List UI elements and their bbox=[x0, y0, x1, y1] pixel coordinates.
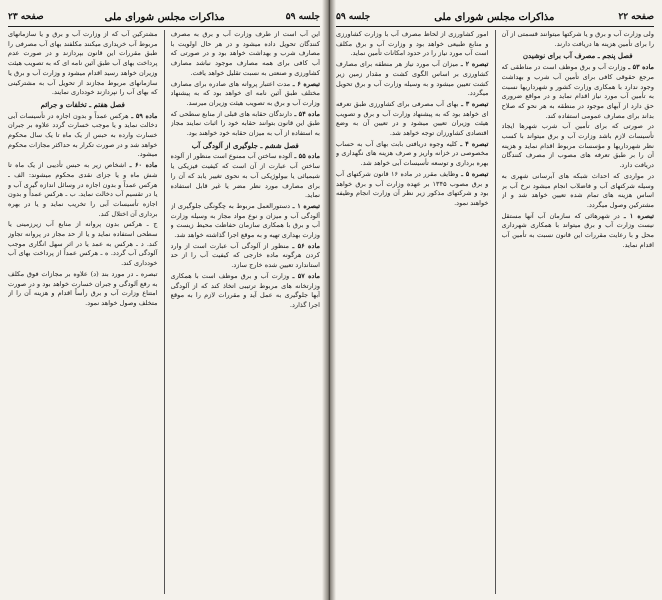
article-text: وظایف مقرر در ماده ۱۶ قانون شرکتهای آب و برق مصوب ۱۳۴۵ بر عهده وزارت آب و برق خواهد بود و شرکتهای مذکور زیر نظر آن وزارت انجام وظیفه خواهند نمود. bbox=[336, 169, 489, 207]
article-number: ماده ۶۰ ـ bbox=[126, 161, 158, 170]
left-page-title: مذاکرات مجلس شورای ملی bbox=[104, 11, 225, 23]
book-gutter bbox=[322, 0, 336, 600]
article-number: ماده ۵۶ ـ bbox=[289, 241, 320, 250]
article-paragraph bbox=[8, 112, 158, 161]
article-paragraph bbox=[336, 60, 489, 99]
article-text: ولی وزارت آب و برق و یا شرکتها میتوانند قسمتی از آن را برای تأمین هزینه ها دریافت دارند. bbox=[501, 30, 654, 48]
article-number: تبصره ۶ ـ bbox=[290, 79, 320, 88]
section-heading: فصل پنجم ـ مصرف آب برای نوشیدن bbox=[522, 51, 633, 61]
article-number: تبصره ۱ ـ bbox=[619, 211, 654, 220]
article-text: ج ـ هرکس بدون پروانه از منابع آب زیرزمینی یا سطحی استفاده نماید و یا از حد مجاز در پروانه تجاوز کند. د ـ هرکس به عمد یا در اثر سهل انگاری موجب آلودگی آب گردد. ه ـ هرکس عمداً از پرداخت بهای آب خودداری کند. bbox=[8, 220, 158, 268]
right-page bbox=[328, 0, 662, 600]
article-paragraph bbox=[336, 30, 489, 59]
article-number: تبصره ۴ ـ bbox=[457, 139, 489, 148]
article-text: این آب است از طرف وزارت آب و برق به مصرف کنندگان تحویل داده میشود و در هر حال اولویت با مصارف شرب و بهداشت خواهد بود و در صورتی که آب کافی برای همه مصارف موجود نباشد مصارف کشاورزی و صنعتی به نسبت تقلیل خواهد یافت. bbox=[170, 30, 320, 77]
article-paragraph bbox=[502, 212, 655, 251]
article-paragraph bbox=[171, 152, 321, 201]
article-text: آلوده ساختن آب ممنوع است منظور از آلوده ساختن آب عبارت از آن است که کیفیت فیزیکی یا شیمیائی یا بیولوژیکی آب به نحوی تغییر یابد که آن را برای مصارف مورد نظر مضر یا غیر قابل استفاده نماید. bbox=[170, 152, 320, 200]
article-paragraph bbox=[336, 140, 489, 169]
article-number: تبصره ۵ ـ bbox=[458, 169, 489, 178]
article-paragraph bbox=[502, 63, 655, 121]
right-column-1 bbox=[502, 30, 655, 594]
article-paragraph bbox=[336, 170, 489, 209]
article-number: تبصره ۳ ـ bbox=[458, 99, 489, 108]
article-text: وزارت آب و برق موظف است در مناطقی که مرجع حقوقی کافی برای تأمین آب شرب و بهداشت وجود ندارد با همکاری وزارت کشور و شهرداریها نسبت به تأمین آب مورد نیاز اقدام نماید و در مواقع ضروری حق دارد از آبهای موجود در منطقه به هر نحو که صلاح بداند برای مصارف عمومی استفاده کند. bbox=[501, 63, 654, 120]
article-text: در شهرهائی که سازمان آب آنها مستقل نیست وزارت آب و برق میتواند با همکاری شهرداری محل و با رعایت مقررات این قانون نسبت به تأمین آب اقدام نماید. bbox=[501, 211, 654, 249]
article-number: ماده ۵۵ ـ bbox=[292, 152, 320, 161]
article-text: امور کشاورزی از لحاظ مصرف آب با وزارت کشاورزی و منابع طبیعی خواهد بود و وزارت آب و برق مکلف است آب مورد نیاز را در حدود امکانات تأمین نماید. bbox=[336, 30, 489, 58]
article-text: میزان آب مورد نیاز هر منطقه برای مصارف کشاورزی بر اساس الگوی کشت و مقدار زمین زیر کشت تعیین میشود و به وسیله وزارت آب و برق تحویل میگردد. bbox=[336, 60, 489, 98]
left-page bbox=[0, 0, 328, 600]
article-text: بهای آب مصرفی برای کشاورزی طبق تعرفه ای خواهد بود که به پیشنهاد وزارت آب و برق و تصویب هیئت وزیران تعیین میشود و در تعیین آن به وضع اقتصادی کشاورزان توجه خواهد شد. bbox=[336, 99, 489, 138]
left-page-header bbox=[8, 8, 320, 27]
right-columns bbox=[336, 30, 654, 594]
article-paragraph bbox=[8, 270, 158, 309]
article-text: اشخاص زیر به حبس تأدیبی از یک ماه تا شش ماه و یا جزای نقدی محکوم میشوند: الف ـ هرکس عمداً و بدون اجازه در وسائل اندازه گیری آب و یا در تقسیم آب دخالت نماید. ب ـ هرکس عمداً و بدون اجازه تأسیسات آبی را تخریب نماید و یا در بهره برداری آن اختلال کند. bbox=[8, 161, 158, 218]
article-paragraph bbox=[336, 100, 489, 139]
article-text: در صورتی که برای تأمین آب شرب شهرها ایجاد تأسیسات لازم باشد وزارت آب و برق میتواند با کسب نظر شهرداریها و مؤسسات مربوط اقدام نماید و هزینه آن را بر طبق تعرفه های مصوب از مصرف کنندگان دریافت دارد. bbox=[501, 122, 654, 170]
article-paragraph bbox=[502, 122, 655, 171]
article-number: ماده ۵۹ ـ bbox=[128, 111, 158, 120]
article-number: تبصره ۱ ـ bbox=[290, 201, 320, 210]
right-page-header bbox=[336, 8, 654, 27]
article-number: تبصره ۲ ـ bbox=[458, 60, 489, 69]
article-paragraph bbox=[502, 30, 655, 49]
article-number: ماده ۵۴ ـ bbox=[292, 109, 320, 118]
left-column-2 bbox=[8, 30, 158, 594]
article-text: وزارت آب و برق موظف است با همکاری وزارتخانه های مربوط ترتیبی اتخاذ کند که از آلودگی آبها جلوگیری به عمل آید و مقررات لازم را به موقع اجرا گذارد. bbox=[170, 271, 320, 309]
article-number: ماده ۵۷ ـ bbox=[289, 271, 320, 280]
article-text: مدت اعتبار پروانه های صادره برای مصارف مختلف طبق آئین نامه ای خواهد بود که به پیشنهاد وزارت آب و برق به تصویب هیئت وزیران میرسد. bbox=[170, 79, 320, 107]
article-paragraph bbox=[8, 30, 158, 98]
article-text: منظور از آلودگی آب عبارت است از وارد کردن هرگونه ماده خارجی که کیفیت آب را از حد استاندارد تعیین شده خارج سازد. bbox=[170, 241, 320, 270]
article-paragraph bbox=[171, 80, 321, 109]
article-paragraph bbox=[8, 161, 158, 219]
article-text: کلیه وجوه دریافتی بابت بهای آب به حساب مخصوصی در خزانه واریز و صرف هزینه های نگهداری و بهره برداری و توسعه تأسیسات آبی خواهد شد. bbox=[336, 139, 489, 168]
article-text: دستورالعمل مربوط به چگونگی جلوگیری از آلودگی آب و میزان و نوع مواد مجاز به وسیله وزارت آب و برق با همکاری سازمان حفاظت محیط زیست و وزارت بهداری تهیه و به موقع اجرا گذاشته خواهد شد. bbox=[170, 201, 320, 240]
left-column-1 bbox=[171, 30, 321, 594]
right-page-title: مذاکرات مجلس شورای ملی bbox=[434, 11, 555, 23]
article-number: ماده ۵۳ ـ bbox=[625, 63, 654, 72]
article-text: مشترکین آب که از وزارت آب و برق و یا سازمانهای مربوط آب خریداری میکنند مکلفند بهای آب مصرفی را طبق مقررات این قانون بپردازند و در صورت عدم پرداخت بهای آب طبق آئین نامه ای که به تصویب هیئت وزیران خواهد رسید اقدام میشود و وزارت آب و برق یا سازمانهای مربوط مجازند از تحویل آب به مشترکینی که بهای آب را نپردازند خودداری نمایند. bbox=[8, 30, 158, 97]
right-page-number: صفحه ۲۲ bbox=[618, 12, 654, 22]
right-column-divider bbox=[495, 30, 496, 594]
article-paragraph bbox=[502, 172, 655, 211]
right-column-2 bbox=[336, 30, 489, 594]
article-paragraph bbox=[171, 202, 321, 241]
article-text: دارندگان حقابه های قبلی از منابع سطحی که طبق این قانون بتوانند حقابه خود را اثبات نمایند مجاز به استفاده از آب به میزان حقابه خود خواهند بود. bbox=[170, 109, 320, 138]
left-page-number: صفحه ۲۳ bbox=[8, 12, 44, 22]
article-paragraph bbox=[171, 30, 321, 79]
article-text: هرکس عمداً و بدون اجازه در تأسیسات آبی دخالت نماید و یا موجب خسارت گردد علاوه بر جبران خسارت وارده به حبس از یک ماه تا یک سال محکوم خواهد شد و در صورت تکرار به حداکثر مجازات محکوم میشود. bbox=[8, 111, 158, 159]
article-text: تبصره ـ در مورد بند (د) علاوه بر مجازات فوق مکلف به رفع آلودگی و جبران خسارت خواهد بود و در صورت امتناع وزارت آب و برق رأساً اقدام و هزینه آن را از متخلف وصول خواهد نمود. bbox=[8, 269, 158, 307]
article-paragraph bbox=[171, 110, 321, 139]
article-text: در مواردی که احداث شبکه های آبرسانی شهری به وسیله شرکتهای آب و فاضلاب انجام میشود نرخ آب بر اساس هزینه های تمام شده تعیین خواهد شد و از مشترکین وصول میگردد. bbox=[501, 171, 654, 209]
article-paragraph bbox=[171, 272, 321, 311]
right-session-label: جلسه ۵۹ bbox=[336, 12, 371, 22]
article-paragraph bbox=[8, 220, 158, 269]
left-session-label: جلسه ۵۹ bbox=[285, 12, 320, 22]
section-heading: فصل ششم ـ جلوگیری از آلودگی آب bbox=[191, 140, 299, 150]
left-column-divider bbox=[164, 30, 165, 594]
article-paragraph bbox=[171, 242, 321, 271]
section-heading: فصل هفتم ـ تخلفات و جرائم bbox=[40, 99, 125, 109]
left-columns bbox=[8, 30, 320, 594]
